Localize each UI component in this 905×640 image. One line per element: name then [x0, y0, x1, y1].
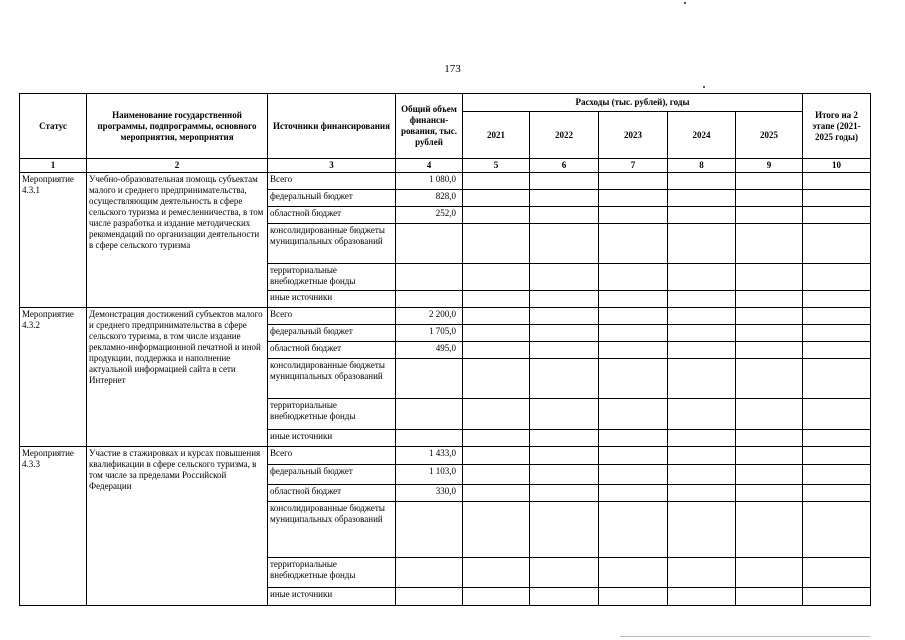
expense-cell [736, 465, 803, 485]
scan-speck [684, 2, 686, 4]
expense-cell [668, 502, 736, 558]
funding-total: 1 705,0 [396, 325, 463, 342]
funding-total [396, 224, 463, 264]
expense-cell [463, 485, 530, 502]
expense-cell [803, 502, 871, 558]
expense-cell [463, 342, 530, 359]
page-number: 173 [444, 63, 461, 75]
expense-cell [736, 447, 803, 465]
expense-cell [803, 359, 871, 399]
funding-total [396, 502, 463, 558]
funding-total [396, 558, 463, 588]
header-year: 2023 [599, 112, 668, 159]
expense-cell [530, 308, 599, 325]
funding-source: областной бюджет [268, 207, 396, 224]
expense-cell [599, 264, 668, 291]
expense-cell [803, 558, 871, 588]
expense-cell [599, 558, 668, 588]
expense-cell [463, 224, 530, 264]
expense-cell [530, 291, 599, 308]
event-name: Участие в стажировках и курсах повышения квалификации в сфере сельского туризма, в том числе за пределами Российской Федерации [87, 447, 268, 606]
expense-cell [736, 207, 803, 224]
expense-cell [668, 207, 736, 224]
expense-cell [530, 224, 599, 264]
expense-cell [530, 359, 599, 399]
expense-cell [599, 342, 668, 359]
funding-source: федеральный бюджет [268, 325, 396, 342]
funding-total: 495,0 [396, 342, 463, 359]
header-stage-total: Итого на 2 этапе (2021-2025 годы) [803, 94, 871, 159]
expense-cell [463, 430, 530, 447]
expense-cell [668, 342, 736, 359]
funding-source: федеральный бюджет [268, 190, 396, 207]
funding-source: консолидированные бюджеты муниципальных образований [268, 359, 396, 399]
scan-artifact-line [620, 636, 870, 637]
column-number: 3 [268, 159, 396, 173]
funding-total [396, 588, 463, 606]
header-year: 2025 [736, 112, 803, 159]
expense-cell [668, 465, 736, 485]
expense-cell [803, 430, 871, 447]
funding-total [396, 359, 463, 399]
header-sources: Источники финансирования [268, 94, 396, 159]
column-number: 5 [463, 159, 530, 173]
expense-cell [736, 485, 803, 502]
funding-source: территориальные внебюджетные фонды [268, 558, 396, 588]
funding-source: иные источники [268, 588, 396, 606]
column-number: 6 [530, 159, 599, 173]
funding-total [396, 291, 463, 308]
expense-cell [599, 399, 668, 430]
expense-cell [736, 502, 803, 558]
expense-cell [736, 325, 803, 342]
table-row [20, 447, 871, 465]
funding-source: территориальные внебюджетные фонды [268, 399, 396, 430]
expense-cell [668, 588, 736, 606]
expense-cell [803, 207, 871, 224]
table-body [20, 159, 871, 606]
table-row [20, 173, 871, 190]
event-status: Мероприятие 4.3.1 [20, 173, 87, 308]
expense-cell [668, 325, 736, 342]
header-year: 2021 [463, 112, 530, 159]
expense-cell [599, 485, 668, 502]
expense-cell [736, 558, 803, 588]
expense-cell [463, 291, 530, 308]
funding-source: Всего [268, 308, 396, 325]
expense-cell [736, 224, 803, 264]
funding-source: Всего [268, 173, 396, 190]
expense-cell [668, 485, 736, 502]
expense-cell [599, 588, 668, 606]
event-status: Мероприятие 4.3.2 [20, 308, 87, 447]
header-status: Статус [20, 94, 87, 159]
expense-cell [803, 485, 871, 502]
expense-cell [463, 399, 530, 430]
expense-cell [668, 190, 736, 207]
expense-cell [463, 207, 530, 224]
event-name: Учебно-образовательная помощь субъектам малого и среднего предпринимательства, осуществляющим деятельность в сфере сельского туризма и ремесленничества, в том числе разработка и издание методических рекомендаций по организации деятельности в сфере сельского туризма [87, 173, 268, 308]
column-number: 1 [20, 159, 87, 173]
expense-cell [803, 291, 871, 308]
expense-cell [530, 588, 599, 606]
column-number: 2 [87, 159, 268, 173]
funding-total: 2 200,0 [396, 308, 463, 325]
expense-cell [736, 342, 803, 359]
header-year: 2024 [668, 112, 736, 159]
expense-cell [599, 207, 668, 224]
expense-cell [736, 264, 803, 291]
column-number: 9 [736, 159, 803, 173]
expense-cell [463, 190, 530, 207]
expense-cell [736, 359, 803, 399]
expense-cell [463, 558, 530, 588]
expense-cell [668, 224, 736, 264]
event-status: Мероприятие 4.3.3 [20, 447, 87, 606]
expense-cell [463, 502, 530, 558]
expense-cell [599, 359, 668, 399]
expense-cell [599, 190, 668, 207]
expense-cell [736, 430, 803, 447]
header-name: Наименование государственной программы, подпрограммы, основного мероприятия, мероприятия [87, 94, 268, 159]
table-header [20, 94, 871, 159]
header-year: 2022 [530, 112, 599, 159]
funding-source: иные источники [268, 430, 396, 447]
expense-cell [530, 558, 599, 588]
expense-cell [736, 173, 803, 190]
expense-cell [803, 190, 871, 207]
column-number: 4 [396, 159, 463, 173]
expense-cell [668, 173, 736, 190]
expense-cell [803, 325, 871, 342]
funding-total: 252,0 [396, 207, 463, 224]
expense-cell [668, 430, 736, 447]
expense-cell [530, 325, 599, 342]
expense-cell [530, 190, 599, 207]
expense-cell [803, 173, 871, 190]
event-name: Демонстрация достижений субъектов малого и среднего предпринимательства в сфере сельского туризма, в том числе издание рекламно-информационной печатной и иной продукции, поддержка и наполнение актуальной информацией сайта в сети Интернет [87, 308, 268, 447]
expense-cell [668, 264, 736, 291]
expense-cell [530, 485, 599, 502]
expense-cell [736, 588, 803, 606]
expense-cell [803, 342, 871, 359]
expense-cell [530, 173, 599, 190]
expense-cell [803, 447, 871, 465]
expense-cell [668, 359, 736, 399]
expense-cell [530, 264, 599, 291]
expense-cell [530, 502, 599, 558]
expense-cell [463, 325, 530, 342]
expense-cell [463, 359, 530, 399]
expense-cell [599, 465, 668, 485]
expense-cell [803, 465, 871, 485]
funding-source: иные источники [268, 291, 396, 308]
expense-cell [530, 207, 599, 224]
funding-source: консолидированные бюджеты муниципальных образований [268, 224, 396, 264]
funding-total: 1 433,0 [396, 447, 463, 465]
funding-total: 1 103,0 [396, 465, 463, 485]
column-number: 7 [599, 159, 668, 173]
budget-table [19, 93, 871, 606]
expense-cell [803, 308, 871, 325]
expense-cell [530, 447, 599, 465]
funding-total [396, 399, 463, 430]
funding-source: областной бюджет [268, 342, 396, 359]
expense-cell [599, 447, 668, 465]
expense-cell [803, 588, 871, 606]
expense-cell [530, 399, 599, 430]
expense-cell [599, 173, 668, 190]
expense-cell [463, 465, 530, 485]
expense-cell [463, 264, 530, 291]
header-total: Общий объем финанси-рования, тыс. рублей [396, 94, 463, 159]
expense-cell [803, 264, 871, 291]
column-number-row [20, 159, 871, 173]
expense-cell [530, 465, 599, 485]
expense-cell [463, 588, 530, 606]
funding-total: 1 080,0 [396, 173, 463, 190]
expense-cell [668, 308, 736, 325]
funding-source: консолидированные бюджеты муниципальных образований [268, 502, 396, 558]
expense-cell [599, 325, 668, 342]
funding-source: территориальные внебюджетные фонды [268, 264, 396, 291]
expense-cell [668, 447, 736, 465]
funding-source: федеральный бюджет [268, 465, 396, 485]
column-number: 10 [803, 159, 871, 173]
funding-source: областной бюджет [268, 485, 396, 502]
expense-cell [463, 308, 530, 325]
expense-cell [530, 342, 599, 359]
expense-cell [668, 399, 736, 430]
column-number: 8 [668, 159, 736, 173]
expense-cell [736, 291, 803, 308]
expense-cell [599, 502, 668, 558]
funding-total [396, 430, 463, 447]
table-row [20, 308, 871, 325]
expense-cell [463, 173, 530, 190]
expense-cell [803, 399, 871, 430]
funding-total: 828,0 [396, 190, 463, 207]
scan-speck [703, 86, 705, 88]
expense-cell [803, 224, 871, 264]
expense-cell [599, 291, 668, 308]
expense-cell [463, 447, 530, 465]
expense-cell [736, 308, 803, 325]
expense-cell [668, 558, 736, 588]
header-expenses: Расходы (тыс. рублей), годы [463, 94, 803, 112]
expense-cell [736, 190, 803, 207]
expense-cell [599, 308, 668, 325]
expense-cell [736, 399, 803, 430]
expense-cell [668, 291, 736, 308]
funding-total: 330,0 [396, 485, 463, 502]
expense-cell [530, 430, 599, 447]
funding-source: Всего [268, 447, 396, 465]
expense-cell [599, 430, 668, 447]
funding-total [396, 264, 463, 291]
expense-cell [599, 224, 668, 264]
